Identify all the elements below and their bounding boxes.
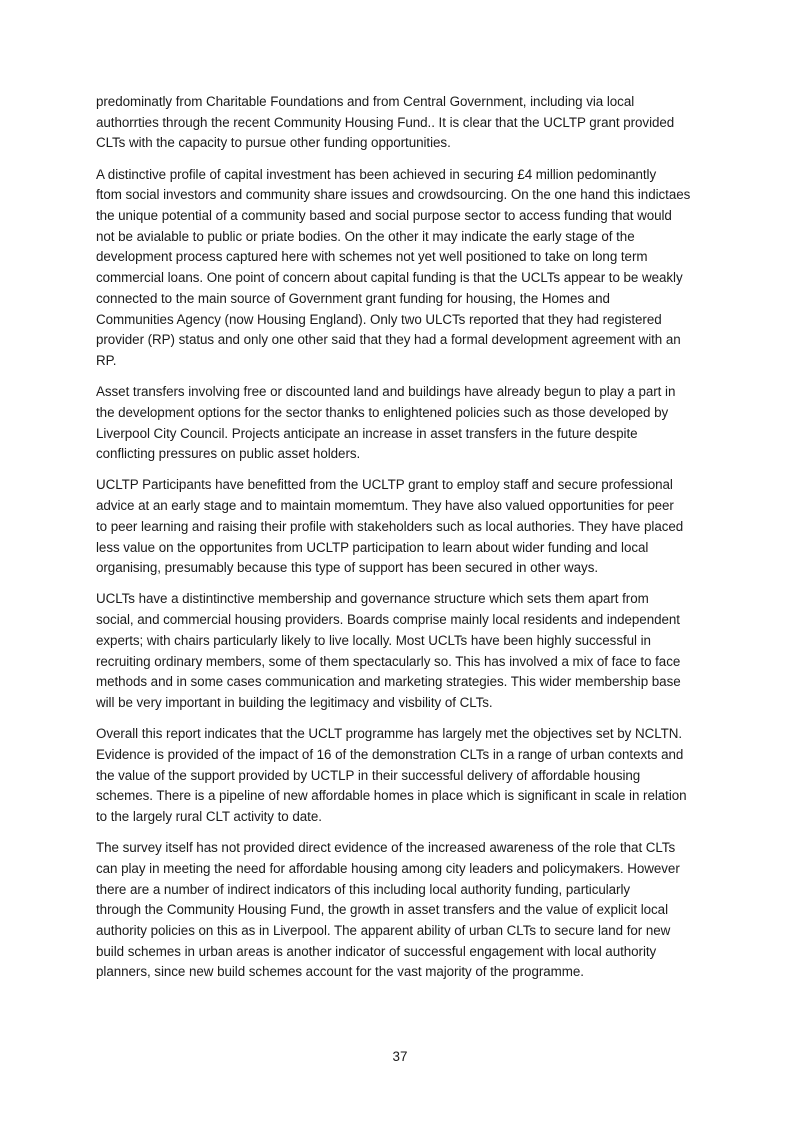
paragraph-grant-benefits: UCLTP Participants have benefitted from the UCLTP grant to employ staff and secure professional advice at an early stage and to maintain momemtum. They have also valued opportunities for peer to peer learning and raising their profile with stakeholders such as local authories. They have placed less value on the opportunites from UCLTP participation to learn about wider funding and local organising, presumably because this type of support has been secured in other ways. xyxy=(96,477,684,576)
paragraph-membership-governance: UCLTs have a distintinctive membership and governance structure which sets them apart from social, and commercial housing providers. Boards comprise mainly local residents and independent experts; with chairs particularly likely to live locally. Most UCLTs have been highly successful in recruiting ordinary members, some of them spectacularly so. This has involved a mix of face to face methods and in some cases communication and marketing strategies. This wider membership base will be very important in building the legitimacy and visbility of CLTs. xyxy=(96,591,681,710)
paragraph-funding-sources: predominatly from Charitable Foundations and from Central Government, including via local authorrties through the recent Community Housing Fund.. It is clear that the UCLTP grant provided CLTs with the capacity to pursue other funding opportunities. xyxy=(96,94,675,151)
paragraph-capital-investment: A distinctive profile of capital investment has been achieved in securing £4 million pedominantly ftom social investors and community share issues and crowdsourcing. On the one hand this indictaes the unique potential of a community based and social purpose sector to access funding that would not be avialable to public or priate bodies. On the other it may indicate the early stage of the development process captured here with schemes not yet well positioned to take on long term commercial loans. One point of concern about capital funding is that the UCLTs appear to be weakly connected to the main source of Government grant funding for housing, the Homes and Communities Agency (now Housing England). Only two ULCTs reported that they had registered provider (RP) status and only one other said that they had a formal development agreement with an RP. xyxy=(96,166,691,368)
paragraph-asset-transfers: Asset transfers involving free or discounted land and buildings have already begun to play a part in the development options for the sector thanks to enlightened policies such as those developed by Liverpool City Council. Projects anticipate an increase in asset transfers in the future despite conflicting pressures on public asset holders. xyxy=(96,384,676,462)
page-number: 37 xyxy=(392,1049,408,1064)
document-page xyxy=(96,92,710,994)
paragraph-programme-overall: Overall this report indicates that the UCLT programme has largely met the objectives set by NCLTN. Evidence is provided of the impact of 16 of the demonstration CLTs in a range of urban contexts and the value of the support provided by UCTLP in their successful delivery of affordable housing schemes. There is a pipeline of new affordable homes in place which is significant in scale in relation to the largely rural CLT activity to date. xyxy=(96,726,687,824)
paragraph-survey-evidence: The survey itself has not provided direct evidence of the increased awareness of the role that CLTs can play in meeting the need for affordable housing among city leaders and policymakers. However there are a number of indirect indicators of this including local authority funding, particularly through the Community Housing Fund, the growth in asset transfers and the value of explicit local authority policies on this as in Liverpool. The apparent ability of urban CLTs to secure land for new build schemes in urban areas is another indicator of successful engagement with local authority planners, since new build schemes account for the vast majority of the programme. xyxy=(96,840,680,980)
